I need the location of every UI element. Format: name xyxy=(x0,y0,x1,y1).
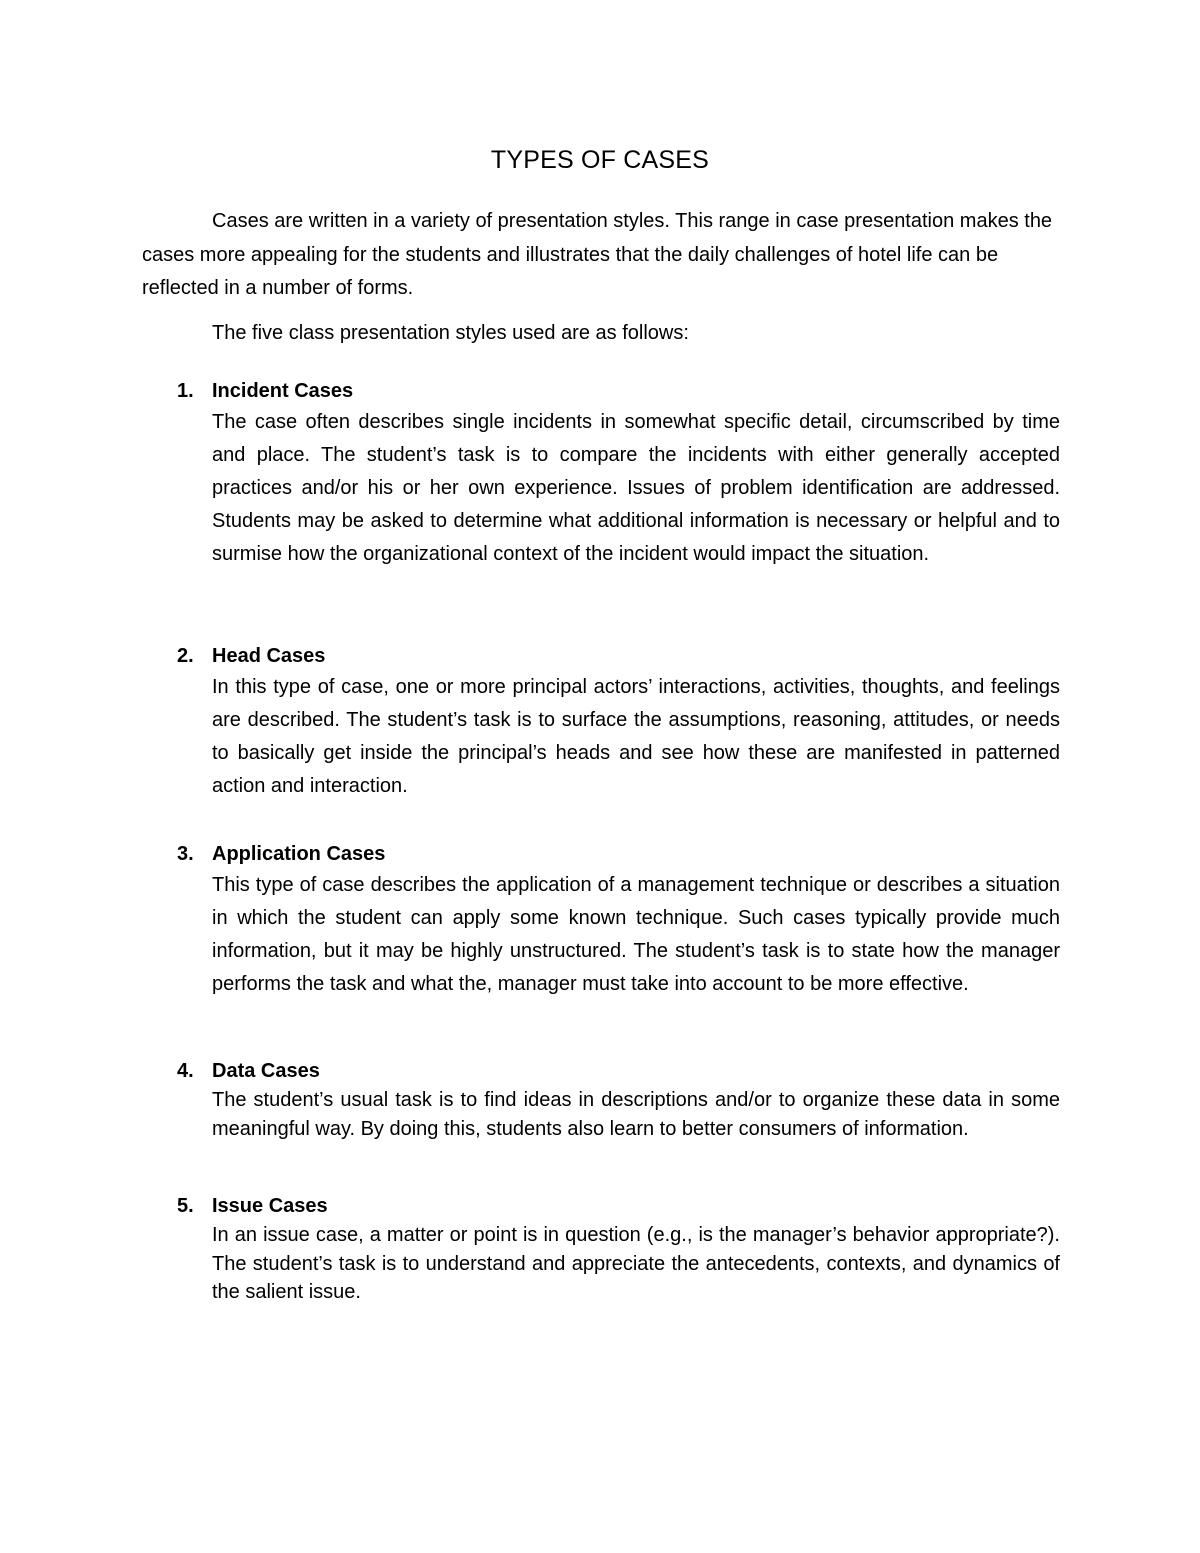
page-title: TYPES OF CASES xyxy=(490,146,710,174)
case-description: In an issue case, a matter or point is in question (e.g., is the manager’s behavior appropriate?). The student’s task is to understand and appreciate the antecedents, contexts, and dynamics of the salient issue. xyxy=(212,1224,1060,1303)
case-item-incident xyxy=(142,376,1060,571)
case-heading xyxy=(142,839,1060,869)
case-heading xyxy=(142,641,1060,671)
case-item-application xyxy=(142,839,1060,1001)
case-item-issue xyxy=(142,1191,1060,1307)
case-number: 5. xyxy=(177,1195,194,1217)
case-item-head xyxy=(142,641,1060,803)
case-description: The case often describes single incidents in somewhat specific detail, circumscribed by time and place. The student’s task is to compare the incidents with either generally accepted practices and/or his or her own experience. Issues of problem identification are addressed. Students may be asked to determine what additional information is necessary or helpful and to surmise how the organizational context of the incident would impact the situation. xyxy=(212,411,1060,565)
case-description: This type of case describes the application of a management technique or describes a situation in which the student can apply some known technique. Such cases typically provide much information, but it may be highly unstructured. The student’s task is to state how the manager performs the task and what the, manager must take into account to be more effective. xyxy=(212,874,1060,995)
case-number: 4. xyxy=(177,1060,194,1082)
case-heading xyxy=(142,1056,1060,1086)
case-description: The student’s usual task is to find ideas in descriptions and/or to organize these data in some meaningful way. By doing this, students also learn to better consumers of information. xyxy=(212,1089,1060,1140)
case-heading xyxy=(142,1191,1060,1221)
intro-text: Cases are written in a variety of presentation styles. This range in case presentation makes the cases more appealing for the students and illustrates that the daily challenges of hotel life can be reflected in a number of forms. xyxy=(142,210,1053,299)
lead-sentence: The five class presentation styles used are as follows: xyxy=(212,322,689,344)
case-name: Issue Cases xyxy=(212,1195,328,1217)
case-number: 2. xyxy=(177,645,194,667)
case-number: 3. xyxy=(177,843,194,865)
case-name: Application Cases xyxy=(212,843,386,865)
intro-paragraph xyxy=(142,205,1060,306)
case-heading xyxy=(142,376,1060,406)
case-description: In this type of case, one or more principal actors’ interactions, activities, thoughts, and feelings are described. The student’s task is to surface the assumptions, reasoning, attitudes, or needs to basically get inside the principal’s heads and see how these are manifested in patterned action and interaction. xyxy=(212,676,1060,797)
case-name: Incident Cases xyxy=(212,380,354,402)
case-number: 1. xyxy=(177,380,194,402)
case-item-data xyxy=(142,1056,1060,1143)
case-name: Head Cases xyxy=(212,645,326,667)
case-name: Data Cases xyxy=(212,1060,320,1082)
